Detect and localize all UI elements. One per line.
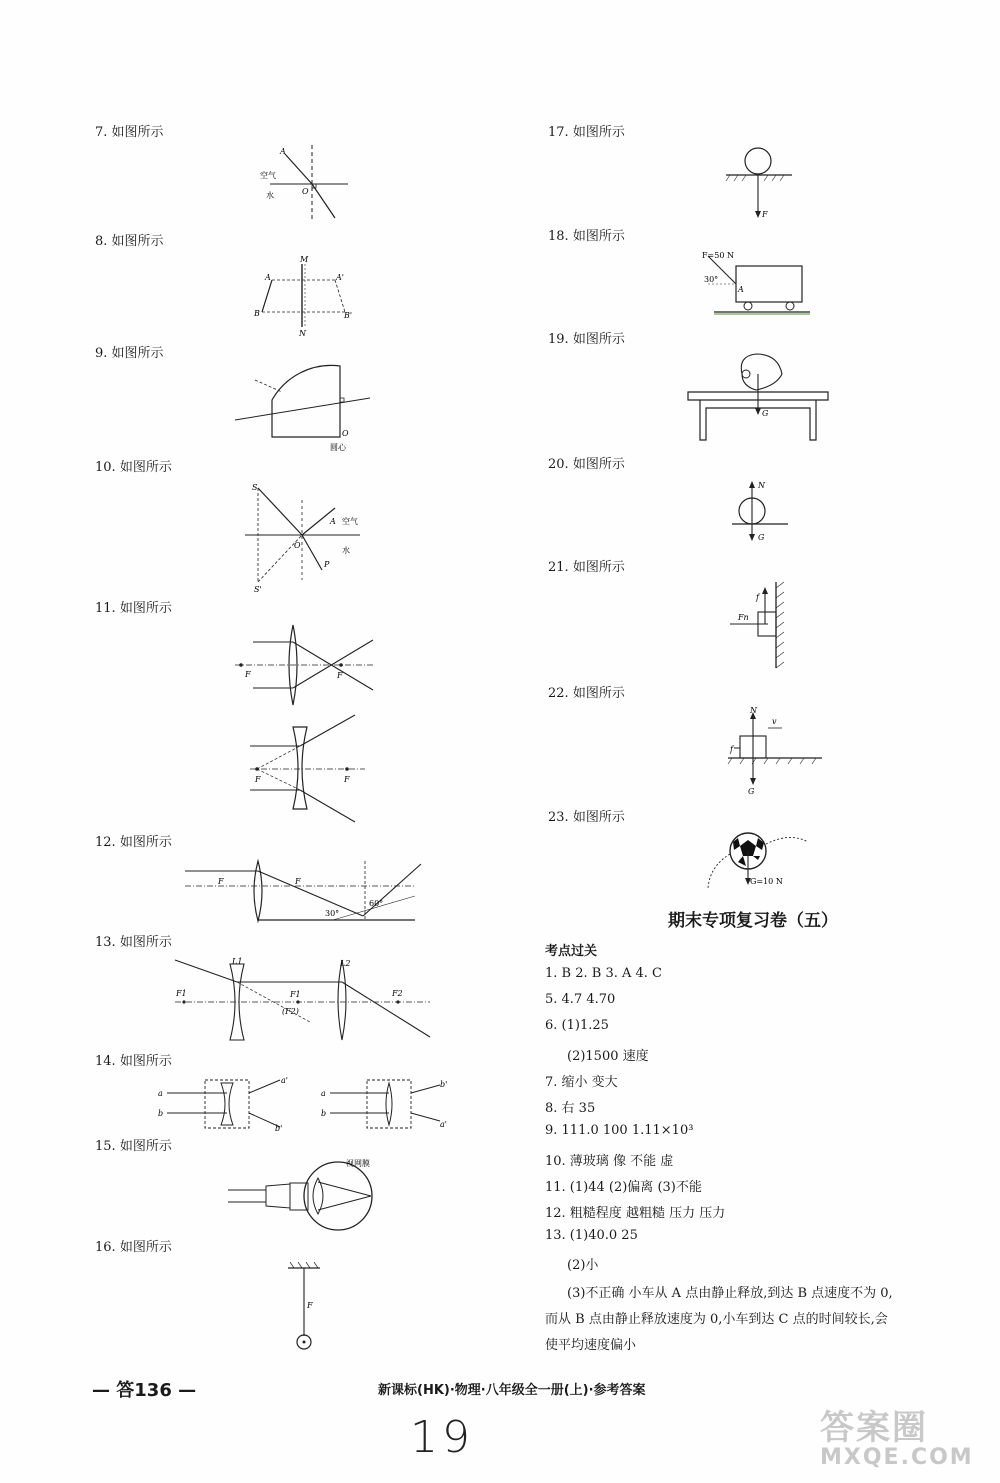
- f9-label-center: 圆心: [330, 443, 346, 452]
- f14-label-b2: b: [321, 1109, 327, 1118]
- f7-label-air: 空气: [260, 171, 276, 180]
- kaodian-heading: 考点过关: [545, 944, 598, 959]
- figure-15-eye: [228, 1158, 403, 1233]
- watermark-logo: [820, 1400, 990, 1480]
- f16-label-f: F: [307, 1301, 313, 1310]
- f8-label-b-prime: B': [344, 311, 353, 320]
- item-16-label: 16. 如图所示: [95, 1240, 172, 1255]
- f22-label-n: N: [750, 706, 757, 715]
- f12-label-f-left: F: [218, 877, 224, 886]
- f7-label-water: 水: [266, 191, 274, 200]
- watermark-text-bottom: MXQE.COM: [820, 1445, 974, 1470]
- item-22-label: 22. 如图所示: [548, 686, 625, 701]
- answer-line: 6. (1)1.25: [545, 1018, 609, 1033]
- figure-16-pendulum: [280, 1262, 330, 1354]
- f13-label-f1-mid: F1: [290, 990, 301, 999]
- figure-17-ball-on-surface: [722, 143, 797, 225]
- f22-label-g: G: [748, 787, 755, 796]
- f14-label-a1: a: [158, 1089, 163, 1098]
- f13-label-f1-left: F1: [176, 989, 187, 998]
- item-18-label: 18. 如图所示: [548, 229, 625, 244]
- f8-label-a: A: [265, 273, 271, 282]
- f17-label-f: F: [762, 210, 768, 219]
- figure-21-block-wall: [728, 580, 788, 670]
- f12-label-60deg: 60°: [369, 899, 384, 908]
- figure-18-cart: [698, 246, 813, 321]
- f10-label-p: P: [324, 560, 330, 569]
- f8-label-a-prime: A': [336, 273, 344, 282]
- f14-label-a2: a: [321, 1089, 326, 1098]
- answer-line: 使平均速度偏小: [545, 1338, 637, 1353]
- f10-label-water: 水: [342, 546, 350, 555]
- f14-label-a1-prime: a': [281, 1076, 288, 1085]
- answer-line: (3)不正确 小车从 A 点由静止释放,到达 B 点速度不为 0,: [567, 1286, 893, 1301]
- figure-22-block-floor: [726, 706, 826, 798]
- f19-label-g: G: [762, 409, 769, 418]
- f14-label-b1: b: [158, 1109, 164, 1118]
- f23-label-g: G=10 N: [750, 877, 783, 886]
- f18-label-force: F=50 N: [702, 251, 734, 260]
- item-20-label: 20. 如图所示: [548, 457, 625, 472]
- f18-label-30deg: 30°: [704, 275, 719, 284]
- item-15-label: 15. 如图所示: [95, 1139, 172, 1154]
- f8-label-m: M: [300, 255, 309, 264]
- f13-label-f2-paren: (F2): [282, 1007, 299, 1016]
- answer-line: 9. 111.0 100 1.11×10³: [545, 1123, 694, 1138]
- item-14-label: 14. 如图所示: [95, 1054, 172, 1069]
- item-21-label: 21. 如图所示: [548, 560, 625, 575]
- f21-label-fn: Fn: [738, 613, 749, 622]
- f11-label-f-left-concave: F: [255, 775, 261, 784]
- f14-label-a2-prime: a': [440, 1120, 447, 1129]
- handwritten-number: 19: [410, 1412, 474, 1463]
- f20-label-n: N: [758, 481, 765, 490]
- answer-line: (2)小: [567, 1258, 599, 1273]
- item-10-label: 10. 如图所示: [95, 460, 172, 475]
- f13-label-l1: L1: [232, 957, 243, 966]
- f8-label-n: N: [299, 329, 306, 337]
- figure-12-lens-mirror: [183, 856, 428, 931]
- f10-label-s: S: [252, 483, 258, 492]
- answer-line: 10. 薄玻璃 像 不能 虚: [545, 1154, 674, 1169]
- f11-label-f-right: F: [337, 671, 343, 680]
- footer-book-title: 新课标(HK)·物理·八年级全一册(上)·参考答案: [378, 1383, 646, 1398]
- answer-line: 12. 粗糙程度 越粗糙 压力 压力: [545, 1206, 726, 1221]
- answer-line: 11. (1)44 (2)偏离 (3)不能: [545, 1180, 702, 1195]
- figure-13-two-lenses: [170, 952, 435, 1047]
- f13-label-l2: L2: [340, 959, 351, 968]
- figure-10-reflection-refraction: [240, 480, 370, 595]
- f9-label-o: O: [342, 429, 349, 438]
- item-13-label: 13. 如图所示: [95, 935, 172, 950]
- f7-label-o: O: [302, 187, 309, 196]
- figure-11-concave-lens: [245, 712, 370, 827]
- item-11-label: 11. 如图所示: [95, 601, 172, 616]
- figure-9-semicircle: [230, 362, 390, 454]
- watermark-text-top: 答案圈: [820, 1408, 928, 1448]
- page-number: — 答136 —: [92, 1380, 197, 1401]
- f10-label-a: A: [330, 517, 336, 526]
- f22-label-f: f: [730, 745, 733, 754]
- f10-label-air: 空气: [342, 517, 358, 526]
- figure-23-soccer-ball: [700, 826, 810, 896]
- f10-label-o: O: [294, 541, 301, 550]
- item-7-label: 7. 如图所示: [95, 125, 164, 140]
- figure-19-table-object: [686, 352, 831, 444]
- figure-11-convex-lens: [233, 620, 378, 710]
- answer-line: 13. (1)40.0 25: [545, 1228, 638, 1243]
- answer-line: 5. 4.7 4.70: [545, 992, 616, 1007]
- section-title: 期末专项复习卷（五）: [668, 911, 838, 931]
- f7-label-a: A: [280, 147, 286, 156]
- item-9-label: 9. 如图所示: [95, 346, 164, 361]
- f21-label-f: f: [756, 593, 759, 602]
- f11-label-f-left: F: [245, 670, 251, 679]
- figure-7-refraction: [250, 140, 360, 225]
- figure-20-ball: [730, 478, 790, 546]
- f15-label-retina: 视网膜: [346, 1159, 370, 1168]
- f13-label-f2-right: F2: [392, 989, 403, 998]
- f22-label-v: v: [772, 717, 777, 726]
- f14-label-b1-prime: b': [275, 1124, 283, 1133]
- answer-line: 7. 缩小 变大: [545, 1075, 618, 1090]
- figure-14-box-lenses: [155, 1075, 455, 1135]
- item-12-label: 12. 如图所示: [95, 835, 172, 850]
- f20-label-g: G: [758, 533, 765, 542]
- item-19-label: 19. 如图所示: [548, 332, 625, 347]
- f14-label-b2-prime: b': [440, 1080, 448, 1089]
- answer-line: (2)1500 速度: [567, 1049, 649, 1064]
- f12-label-f-right: F: [295, 877, 301, 886]
- item-23-label: 23. 如图所示: [548, 810, 625, 825]
- item-8-label: 8. 如图所示: [95, 234, 164, 249]
- answer-line: 1. B 2. B 3. A 4. C: [545, 966, 662, 981]
- item-17-label: 17. 如图所示: [548, 125, 625, 140]
- figure-8-plane-mirror: [250, 252, 360, 337]
- f8-label-b: B: [254, 309, 260, 318]
- f10-label-s-prime: S': [254, 585, 262, 594]
- answer-line: 8. 右 35: [545, 1101, 596, 1116]
- f11-label-f-right-concave: F: [344, 775, 350, 784]
- f12-label-30deg: 30°: [325, 909, 340, 918]
- answer-line: 而从 B 点由静止释放速度为 0,小车到达 C 点的时间较长,会: [545, 1312, 888, 1327]
- f18-label-a: A: [738, 285, 744, 294]
